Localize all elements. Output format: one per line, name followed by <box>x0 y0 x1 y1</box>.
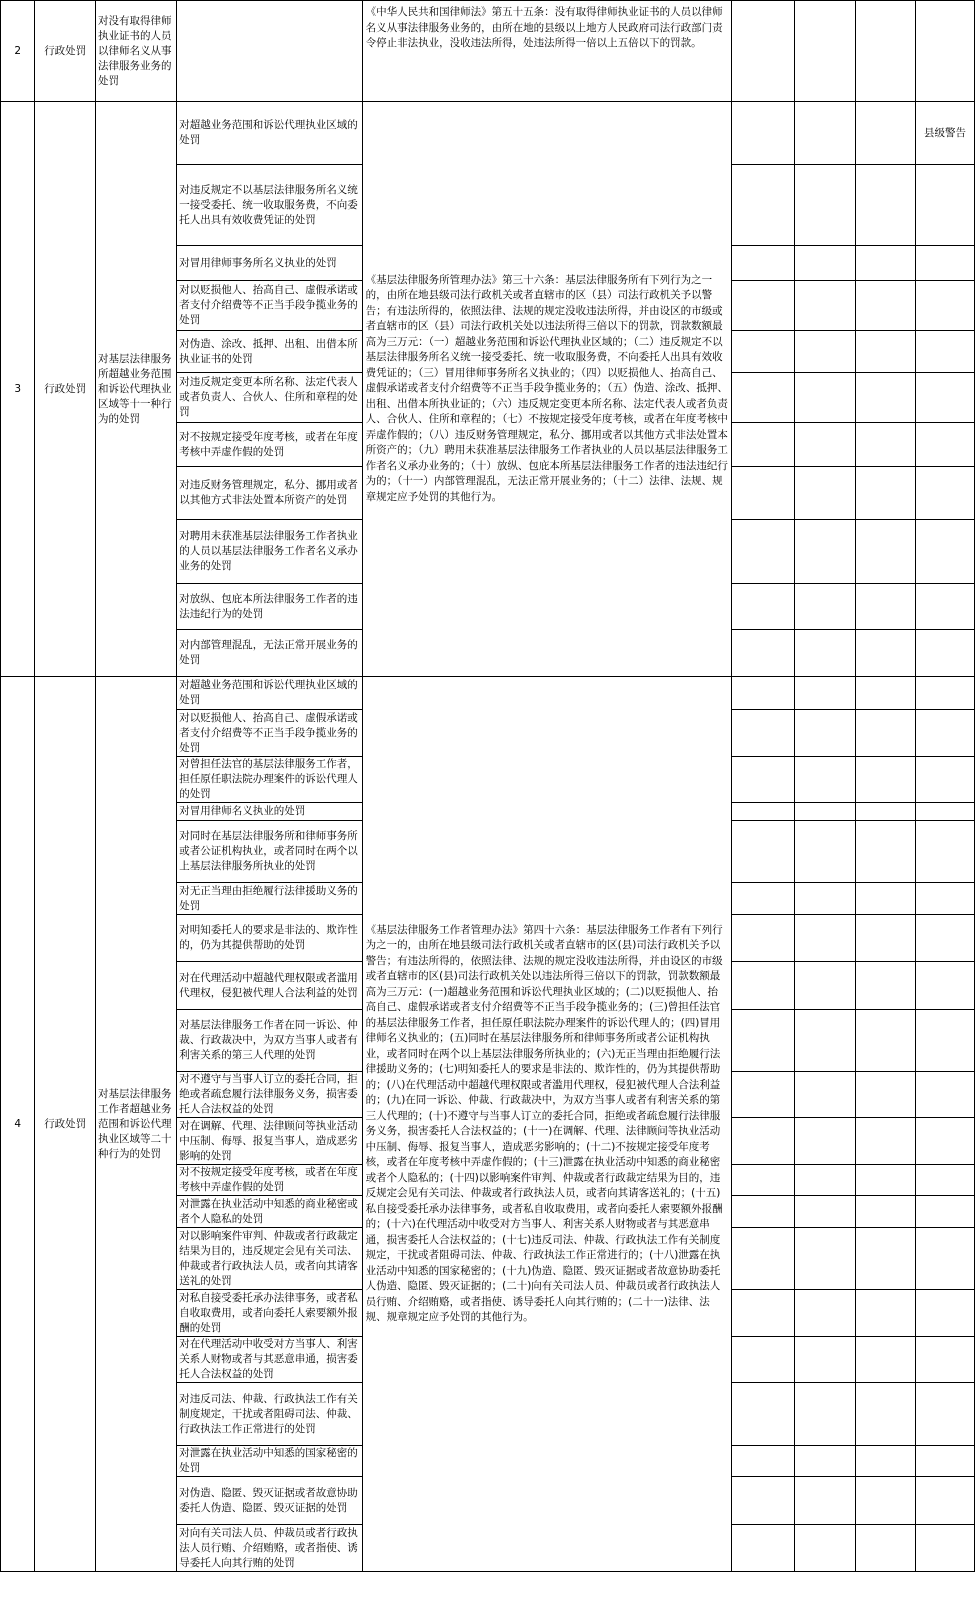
row-subitem: 对泄露在执业活动中知悉的国家秘密的处罚 <box>177 1446 362 1477</box>
empty-cell <box>856 1 916 102</box>
row-number: 2 <box>1 1 35 102</box>
empty-cell <box>916 1 975 102</box>
row-item: 对基层法律服务工作者超越业务范围和诉讼代理执业区域等二十种行为的处罚 <box>96 677 177 1572</box>
row-basis: 《基层法律服务工作者管理办法》第四十六条：基层法律服务工作者有下列行为之一的，由所在地县级司法行政机关或者直辖市的区(县)司法行政机关予以警告；有违法所得的，依照法律、法规的规定没收违法所得，并由设区的市级或者直辖市的区(县)司法行政机关处以违法所得三倍以下的罚款，罚款数额最高为三万元：(一)超越业务范围和诉讼代理执业区域的；(二)以贬损他人、抬高自己、虚假承诺或者支付介绍费等不正当手段争揽业务的；(三)曾担任法官的基层法律服务工作者，担任原任职法院办理案件的诉讼代理人的；(四)冒用律师名义执业的；(五)同时在基层法律服务所和律师事务所或者公证机构执业，或者同时在两个以上基层法律服务所执业的；(六)无正当理由拒绝履行法律援助义务的；(七)明知委托人的要求是非法的、欺诈性的，仍为其提供帮助的；(八)在代理活动中超越代理权限或者滥用代理权，侵犯被代理人合法利益的；(九)在同一诉讼、仲裁、行政裁决中，为双方当事人或者有利害关系的第三人代理的；(十)不遵守与当事人订立的委托合同，拒绝或者疏怠履行法律服务义务，损害委托人合法权益的；(十一)在调解、代理、法律顾问等执业活动中压制、侮辱、报复当事人，造成恶劣影响的；(十二)不按规定接受年度考核，或者在年度考核中弄虚作假的；(十三)泄露在执业活动中知悉的商业秘密或者个人隐私的；(十四)以影响案件审判、仲裁或者行政裁定结果为目的，违反规定会见有关司法、仲裁或者行政执法人员，或者向其请客送礼的；(十五)私自接受委托承办法律事务，或者私自收取费用，或者向委托人索要额外报酬的；(十六)在代理活动中收受对方当事人、利害关系人财物或者与其恶意串通，损害委托人合法权益的；(十七)违反司法、仲裁、行政执法工作有关制度规定，干扰或者阻碍司法、仲裁、行政执法工作正常进行的；(十八)泄露在执业活动中知悉的国家秘密的；(十九)伪造、隐匿、毁灭证据或者故意协助委托人伪造、隐匿、毁灭证据的；(二十)向有关司法人员、仲裁员或者行政执法人员行贿、介绍贿赂，或者指使、诱导委托人向其行贿的；(二十一)法律、法规、规章规定应予处罚的其他行为。 <box>362 677 732 1572</box>
row-subitem: 对曾担任法官的基层法律服务工作者，担任原任职法院办理案件的诉讼代理人的处罚 <box>177 757 362 803</box>
row-subitem: 对违反规定不以基层法律服务所名义统一接受委托、统一收取服务费，不向委托人出具有效收费凭证的处罚 <box>177 165 362 246</box>
row-subitem: 对超越业务范围和诉讼代理执业区域的处罚 <box>177 102 362 165</box>
row-subitem: 对内部管理混乱，无法正常开展业务的处罚 <box>177 630 362 677</box>
row-subitem: 对以贬损他人、抬高自己、虚假承诺或者支付介绍费等不正当手段争揽业务的处罚 <box>177 281 362 331</box>
row-subitem: 对伪造、涂改、抵押、出租、出借本所执业证书的处罚 <box>177 331 362 373</box>
row-number: 3 <box>1 102 35 677</box>
row-category: 行政处罚 <box>35 102 96 677</box>
row-number: 4 <box>1 677 35 1572</box>
row-item: 对基层法律服务所超越业务范围和诉讼代理执业区域等十一种行为的处罚 <box>96 102 177 677</box>
empty-cell <box>732 1 795 102</box>
row-subitem: 对冒用律师名义执业的处罚 <box>177 803 362 821</box>
row-basis: 《中华人民共和国律师法》第五十五条：没有取得律师执业证书的人员以律师名义从事法律服务业务的，由所在地的县级以上地方人民政府司法行政部门责令停止非法执业，没收违法所得，处违法所得一倍以上五倍以下的罚款。 <box>362 1 732 102</box>
row-subitem: 对违反规定变更本所名称、法定代表人或者负责人、合伙人、住所和章程的处罚 <box>177 373 362 423</box>
row-subitem: 对在代理活动中收受对方当事人、利害关系人财物或者与其恶意串通，损害委托人合法权益的处罚 <box>177 1337 362 1383</box>
row-basis: 《基层法律服务所管理办法》第三十六条：基层法律服务所有下列行为之一的，由所在地县级司法行政机关或者直辖市的区（县）司法行政机关予以警告；有违法所得的，依照法律、法规的规定没收违法所得，并由设区的市级或者直辖市的区（县）司法行政机关处以违法所得三倍以下的罚款，罚款数额最高为三万元：（一）超越业务范围和诉讼代理执业区域的；（二）违反规定不以基层法律服务所名义统一接受委托、统一收取服务费，不向委托人出具有效收费凭证的；（三）冒用律师事务所名义执业的；（四）以贬损他人、抬高自己、虚假承诺或者支付介绍费等不正当手段争揽业务的；（五）伪造、涂改、抵押、出租、出借本所执业证的；（六）违反规定变更本所名称、法定代表人或者负责人、合伙人、住所和章程的；（七）不按规定接受年度考核，或者在年度考核中弄虚作假的；（八）违反财务管理规定，私分、挪用或者以其他方式非法处置本所资产的；（九）聘用未获准基层法律服务工作者执业的人员以基层法律服务工作者名义承办业务的；（十）放纵、包庇本所基层法律服务工作者的违法违纪行为的；（十一）内部管理混乱，无法正常开展业务的；（十二）法律、法规、规章规定应予处罚的其他行为。 <box>362 102 732 677</box>
row-subitem: 对明知委托人的要求是非法的、欺诈性的，仍为其提供帮助的处罚 <box>177 915 362 962</box>
row-subitem: 对违反财务管理规定，私分、挪用或者以其他方式非法处置本所资产的处罚 <box>177 467 362 520</box>
row-subitem-empty <box>177 1 362 102</box>
empty-cell <box>732 102 795 165</box>
empty-cell <box>856 102 916 165</box>
row-subitem: 对私自接受委托承办法律事务，或者私自收取费用，或者向委托人索要额外报酬的处罚 <box>177 1290 362 1337</box>
row-subitem: 对同时在基层法律服务所和律师事务所或者公证机构执业，或者同时在两个以上基层法律服务所执业的处罚 <box>177 821 362 883</box>
empty-cell <box>795 677 856 710</box>
table-row <box>1 102 975 165</box>
row-subitem: 对伪造、隐匿、毁灭证据或者故意协助委托人伪造、隐匿、毁灭证据的处罚 <box>177 1477 362 1525</box>
table-row <box>1 677 975 710</box>
remark-cell: 县级警告 <box>916 102 975 165</box>
empty-cell <box>732 677 795 710</box>
row-subitem: 对不按规定接受年度考核，或者在年度考核中弄虚作假的处罚 <box>177 423 362 467</box>
row-category: 行政处罚 <box>35 1 96 102</box>
row-category: 行政处罚 <box>35 677 96 1572</box>
row-subitem: 对在调解、代理、法律顾问等执业活动中压制、侮辱、报复当事人，造成恶劣影响的处罚 <box>177 1118 362 1165</box>
row-item: 对没有取得律师执业证书的人员以律师名义从事法律服务业务的处罚 <box>96 1 177 102</box>
row-subitem: 对放纵、包庇本所法律服务工作者的违法违纪行为的处罚 <box>177 584 362 630</box>
empty-cell <box>916 677 975 710</box>
empty-cell <box>795 102 856 165</box>
empty-cell <box>795 1 856 102</box>
row-subitem: 对以贬损他人、抬高自己、虚假承诺或者支付介绍费等不正当手段争揽业务的处罚 <box>177 710 362 757</box>
row-subitem: 对无正当理由拒绝履行法律援助义务的处罚 <box>177 883 362 915</box>
row-subitem: 对向有关司法人员、仲裁员或者行政执法人员行贿、介绍贿赂，或者指使、诱导委托人向其行贿的处罚 <box>177 1525 362 1572</box>
row-subitem: 对以影响案件审判、仲裁或者行政裁定结果为目的，违反规定会见有关司法、仲裁或者行政执法人员，或者向其请客送礼的处罚 <box>177 1228 362 1290</box>
row-subitem: 对冒用律师事务所名义执业的处罚 <box>177 246 362 281</box>
row-subitem: 对聘用未获准基层法律服务工作者执业的人员以基层法律服务工作者名义承办业务的处罚 <box>177 520 362 584</box>
row-subitem: 对在代理活动中超越代理权限或者滥用代理权，侵犯被代理人合法利益的处罚 <box>177 962 362 1010</box>
row-subitem: 对泄露在执业活动中知悉的商业秘密或者个人隐私的处罚 <box>177 1196 362 1228</box>
row-subitem: 对违反司法、仲裁、行政执法工作有关制度规定，干扰或者阻碍司法、仲裁、行政执法工作正常进行的处罚 <box>177 1383 362 1446</box>
table-row <box>1 1 975 102</box>
empty-cell <box>856 677 916 710</box>
row-subitem: 对不遵守与当事人订立的委托合同，拒绝或者疏怠履行法律服务义务，损害委托人合法权益的处罚 <box>177 1072 362 1118</box>
row-subitem: 对超越业务范围和诉讼代理执业区域的处罚 <box>177 677 362 710</box>
row-subitem: 对不按规定接受年度考核，或者在年度考核中弄虚作假的处罚 <box>177 1165 362 1196</box>
row-subitem: 对基层法律服务工作者在同一诉讼、仲裁、行政裁决中，为双方当事人或者有利害关系的第三人代理的处罚 <box>177 1010 362 1072</box>
